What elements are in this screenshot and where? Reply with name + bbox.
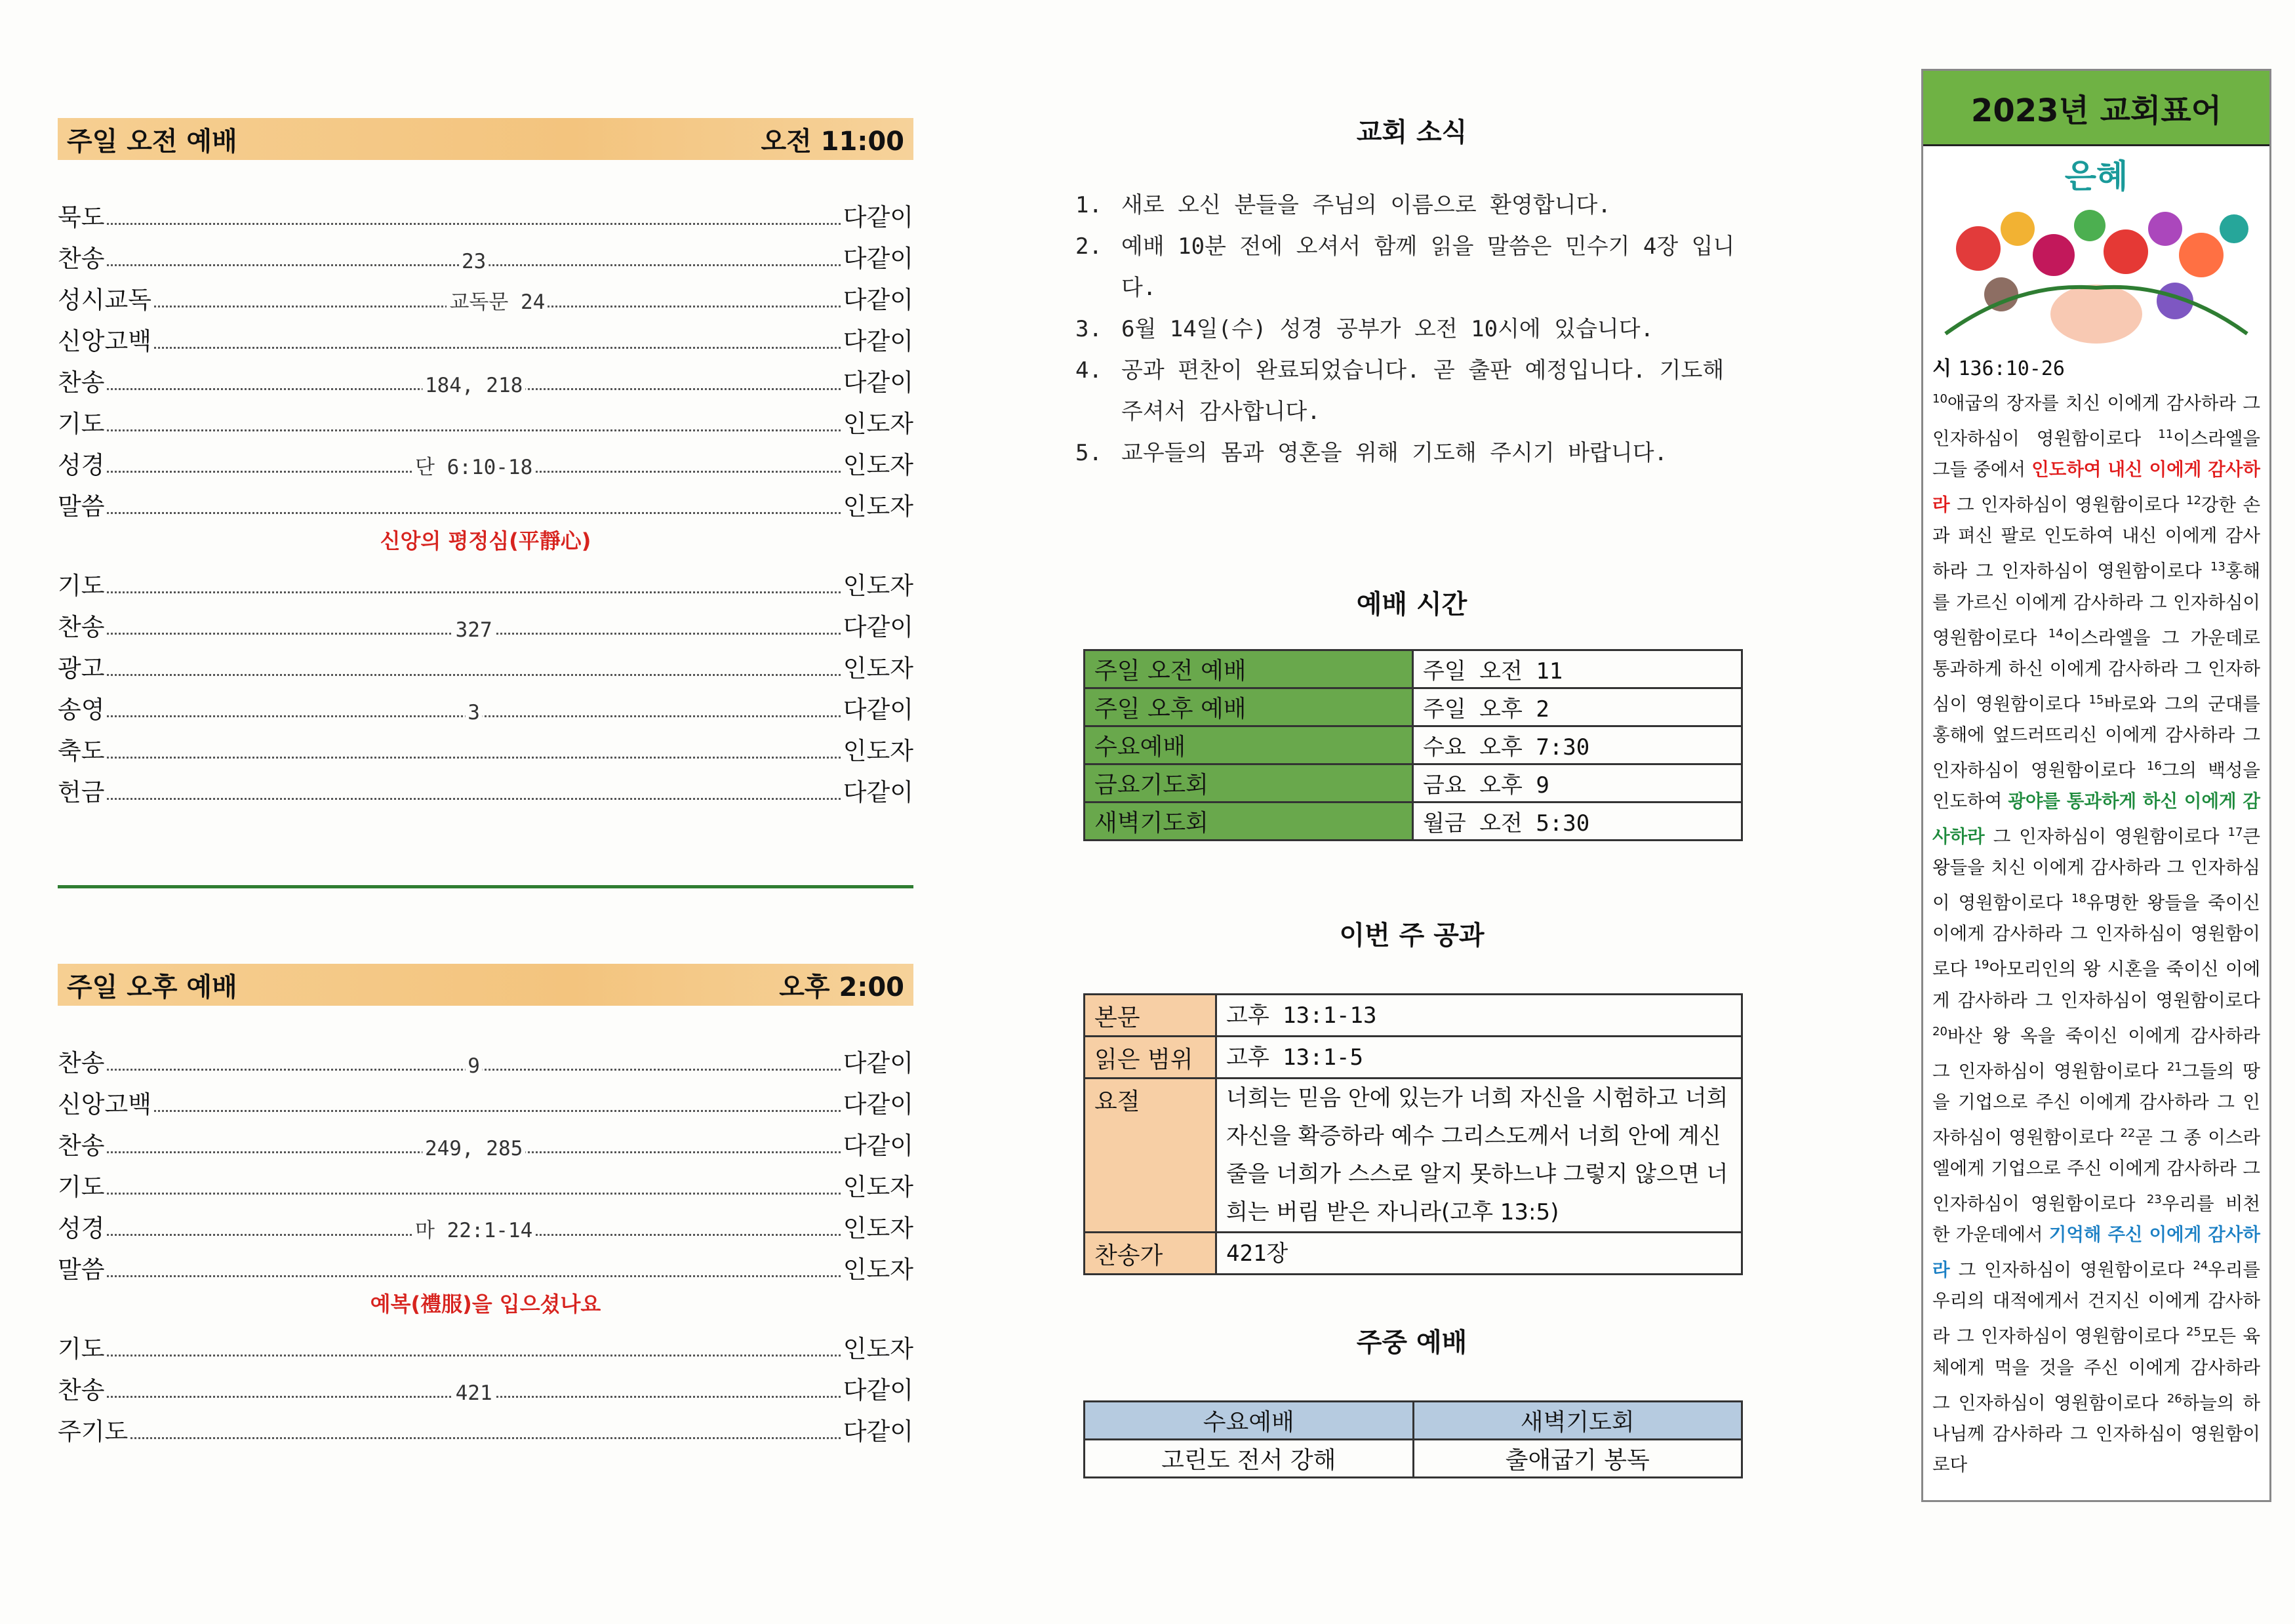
order-row (58, 315, 913, 357)
leader-dots (107, 250, 840, 273)
order-label: 신앙고백 (58, 327, 151, 355)
lesson-row (1085, 1233, 1742, 1275)
verse-segment: 바산 왕 옥을 죽이신 이에게 감사하라 그 인자하심이 영원함이로다 (1932, 1025, 2260, 1082)
order-performer: 다같이 (843, 1376, 913, 1404)
order-value: 327 (453, 618, 495, 642)
midweek-col1: 수요예배 (1085, 1402, 1414, 1440)
sermon-title: 예복(禮服)을 입으셨나요 (370, 1292, 601, 1317)
lesson-text-label: 본문 (1085, 995, 1216, 1037)
order-row (58, 233, 913, 274)
afternoon-service-title: 주일 오후 예배 (67, 972, 237, 1002)
order-performer: 인도자 (843, 1335, 913, 1363)
verse-number: 14 (2048, 626, 2064, 641)
verse-number: 20 (1932, 1024, 1947, 1039)
times-value: 주일 오후 2 (1413, 688, 1742, 726)
order-row (58, 481, 913, 522)
order-label: 기도 (58, 572, 105, 600)
verse-segment: 큰 왕들을 치신 이에게 감사하라 그 인자하심이 영원함이로다 (1932, 826, 2260, 914)
verse-number: 17 (2227, 825, 2243, 840)
times-label: 수요예배 (1085, 726, 1413, 764)
order-label: 송영 (58, 696, 105, 724)
news-item (1075, 226, 1744, 309)
order-value: 3 (465, 701, 483, 724)
news-number: 5. (1075, 440, 1102, 466)
verse-number: 22 (2120, 1126, 2136, 1140)
order-performer: 다같이 (843, 613, 913, 641)
midweek-title: 주중 예배 (1356, 1328, 1467, 1358)
order-label: 찬송 (58, 368, 105, 397)
verse-text (1932, 384, 2260, 1480)
verse-segment: 바로와 그의 군대를 홍해에 엎드러뜨리신 이에게 감사하라 그 인자하심이 영원함이로다 (1932, 693, 2260, 782)
order-performer: 다같이 (843, 368, 913, 397)
leader-dots (107, 701, 840, 724)
order-row (58, 684, 913, 725)
leader-dots (130, 1437, 841, 1439)
order-label: 묵도 (58, 203, 105, 231)
lesson-row (1085, 1079, 1742, 1233)
news-number: 4. (1075, 357, 1102, 384)
order-row (58, 1120, 913, 1161)
lesson-table (1083, 993, 1743, 1275)
order-label: 성경 (58, 1214, 105, 1242)
verse-segment: 홍해를 가르신 이에게 감사하라 그 인자하심이 영원함이로다 (1932, 561, 2260, 648)
order-row (58, 191, 913, 233)
midweek-header-row (1085, 1402, 1742, 1440)
lesson-summary-label: 요절 (1085, 1079, 1216, 1233)
order-row (58, 1161, 913, 1202)
order-row (58, 766, 913, 808)
motto-panel (1921, 69, 2271, 1502)
verse-number: 24 (2193, 1259, 2208, 1273)
verse-number: 15 (2088, 692, 2104, 707)
verse-book: 시 (1932, 357, 1951, 380)
leader-dots (107, 1054, 840, 1078)
leader-dots (154, 1110, 841, 1112)
order-row (58, 560, 913, 601)
verse-number: 11 (2158, 427, 2174, 442)
leader-dots (107, 618, 840, 642)
order-performer: 인도자 (843, 410, 913, 438)
order-label: 축도 (58, 737, 105, 765)
verse-segment: 이스라엘을 그들 중에서 (1932, 428, 2260, 481)
times-row (1085, 650, 1742, 688)
verse-number: 13 (2210, 560, 2225, 574)
order-performer: 다같이 (843, 327, 913, 355)
morning-order-list (58, 191, 913, 808)
lesson-summary-value: 너희는 믿음 안에 있는가 너희 자신을 시험하고 너희 자신을 확증하라 예수 그리스도께서 너희 안에 계신 줄을 너희가 스스로 알지 못하느냐 그렇지 않으면 너희는 버림 받은 자니라(고후 13:5) (1216, 1079, 1742, 1233)
verse-segment: 아모리인의 왕 시혼을 죽이신 이에게 감사하라 그 인자하심이 영원함이로다 (1932, 959, 2261, 1011)
verse-segment: 유명한 왕들을 죽이신 이에게 감사하라 그 인자하심이 영원함이로다 (1932, 892, 2260, 980)
verse-segment: 이스라엘을 그 가운데로 통과하게 하신 이에게 감사하라 그 인자하심이 영원함이로다 (1932, 627, 2260, 715)
news-text: 공과 편찬이 완료되었습니다. 곧 출판 예정입니다. 기도해주셔서 감사합니다. (1121, 357, 1725, 425)
times-row (1085, 802, 1742, 841)
order-row (58, 1202, 913, 1244)
verse-number: 25 (2186, 1325, 2201, 1339)
verse-segment: 우리를 비천한 가운데에서 (1932, 1193, 2260, 1246)
news-text: 교우들의 몸과 영혼을 위해 기도해 주시기 바랍니다. (1121, 440, 1668, 466)
news-item (1075, 350, 1744, 433)
times-label: 금요기도회 (1085, 764, 1413, 802)
leader-dots (107, 798, 840, 800)
lesson-row (1085, 1037, 1742, 1079)
order-performer: 다같이 (843, 286, 913, 314)
afternoon-service (58, 964, 913, 1447)
times-label: 주일 오후 예배 (1085, 688, 1413, 726)
leader-dots (107, 223, 840, 225)
order-row (58, 439, 913, 481)
order-label: 찬송 (58, 245, 105, 273)
order-label: 기도 (58, 1335, 105, 1363)
news-title: 교회 소식 (1356, 117, 1467, 148)
news-number: 3. (1075, 316, 1102, 342)
verse-segment: 그 인자하심이 영원함이로다 (1949, 494, 2186, 516)
order-value: 421 (453, 1381, 495, 1405)
news-item (1075, 433, 1744, 474)
news-number: 2. (1075, 233, 1102, 260)
news-text: 새로 오신 분들을 주님의 이름으로 환영합니다. (1121, 192, 1611, 218)
verse-chapter: 136:10-26 (1958, 357, 2065, 380)
verse-segment: 곧 그 종 이스라엘에게 기업으로 주신 이에게 감사하라 그 인자하심이 영원함이로다 (1932, 1127, 2260, 1215)
news-item (1075, 309, 1744, 350)
leader-dots (107, 1355, 840, 1357)
verse-segment: 그 인자하심이 영원함이로다 (1949, 1259, 2193, 1281)
order-label: 찬송 (58, 1132, 105, 1160)
news-item (1075, 185, 1744, 226)
times-label: 주일 오전 예배 (1085, 650, 1413, 688)
morning-service-time: 오전 11:00 (761, 126, 904, 157)
order-value: 교독문 24 (447, 285, 548, 315)
order-label: 말씀 (58, 492, 105, 521)
verse-segment: 하늘의 하나님께 감사하라 그 인자하심이 영원함이로다 (1932, 1392, 2260, 1475)
order-performer: 인도자 (843, 1173, 913, 1201)
order-label: 주기도 (58, 1417, 129, 1446)
order-row (58, 398, 913, 439)
times-value: 금요 오후 9 (1413, 764, 1742, 802)
leader-dots (107, 512, 840, 514)
verse-reference (1932, 352, 2260, 381)
order-value: 9 (465, 1054, 483, 1078)
times-label: 새벽기도회 (1085, 802, 1413, 841)
order-performer: 인도자 (843, 492, 913, 521)
order-label: 광고 (58, 654, 105, 683)
verse-segment: 모든 육체에게 먹을 것을 주신 이에게 감사하라 그 인자하심이 영원함이로다 (1932, 1326, 2261, 1414)
order-performer: 다같이 (843, 1132, 913, 1160)
order-performer: 다같이 (843, 1417, 913, 1446)
leader-dots (107, 429, 840, 431)
lesson-title: 이번 주 공과 (1339, 921, 1485, 951)
order-performer: 인도자 (843, 572, 913, 600)
order-label: 기도 (58, 1173, 105, 1201)
order-row (58, 1323, 913, 1364)
lesson-read-label: 읽은 범위 (1085, 1037, 1216, 1079)
order-row (58, 601, 913, 643)
leader-dots (154, 347, 841, 349)
order-label: 성시교독 (58, 286, 151, 314)
verse-segment: 애굽의 장자를 치신 이에게 감사하라 그 인자하심이 영원함이로다 (1932, 393, 2260, 450)
order-label: 찬송 (58, 1049, 105, 1077)
verse-segment: 광야를 통과하게 하신 이에게 감사하라 (1932, 791, 2260, 848)
order-performer: 인도자 (843, 737, 913, 765)
order-row (58, 643, 913, 684)
leader-dots (154, 290, 841, 314)
order-label: 기도 (58, 410, 105, 438)
times-row (1085, 764, 1742, 802)
verse-number: 12 (2186, 494, 2201, 508)
leader-dots (107, 456, 840, 479)
order-performer: 다같이 (843, 245, 913, 273)
leader-dots (107, 674, 840, 676)
midweek-table (1083, 1400, 1743, 1478)
order-label: 찬송 (58, 613, 105, 641)
midweek-col2: 새벽기도회 (1413, 1402, 1742, 1440)
order-value: 마 22:1-14 (412, 1214, 535, 1243)
afternoon-service-time: 오후 2:00 (779, 972, 904, 1002)
afternoon-service-header (58, 964, 913, 1006)
verse-number: 21 (2166, 1060, 2182, 1074)
lesson-text-value: 고후 13:1-13 (1216, 995, 1742, 1037)
lesson-row (1085, 995, 1742, 1037)
verse-number: 10 (1932, 392, 1947, 406)
news-text: 예배 10분 전에 오셔서 함께 읽을 말씀은 민수기 4장 입니다. (1121, 233, 1735, 301)
lesson-hymn-label: 찬송가 (1085, 1233, 1216, 1275)
order-row (58, 1037, 913, 1079)
order-label: 헌금 (58, 778, 105, 806)
order-performer: 인도자 (843, 1214, 913, 1242)
times-row (1085, 688, 1742, 726)
verse-number: 19 (1974, 958, 1989, 972)
news-number: 1. (1075, 192, 1102, 218)
order-row (58, 274, 913, 315)
midweek-val2: 출애굽기 봉독 (1413, 1440, 1742, 1478)
leader-dots (107, 374, 840, 397)
times-row (1085, 726, 1742, 764)
order-row (58, 1406, 913, 1447)
motto-title: 2023년 교회표어 (1923, 71, 2269, 146)
order-performer: 다같이 (843, 696, 913, 724)
afternoon-order-list (58, 1037, 913, 1447)
order-row (58, 725, 913, 766)
section-divider (58, 885, 913, 888)
morning-service-header (58, 118, 913, 160)
lesson-hymn-value: 421장 (1216, 1233, 1742, 1275)
verse-segment: 우리를 우리의 대적에게서 건지신 이에게 감사하라 그 인자하심이 영원함이로다 (1932, 1259, 2260, 1347)
verse-number: 23 (2146, 1193, 2162, 1207)
leader-dots (107, 591, 840, 593)
verse-number: 26 (2166, 1391, 2182, 1406)
times-value: 수요 오후 7:30 (1413, 726, 1742, 764)
leader-dots (107, 1275, 840, 1277)
morning-service-title: 주일 오전 예배 (67, 126, 237, 157)
order-performer: 인도자 (843, 1256, 913, 1284)
leader-dots (107, 1381, 840, 1405)
flower-illustration (1939, 203, 2254, 347)
verse-number: 16 (2146, 759, 2162, 773)
news-list (1075, 185, 1744, 474)
order-row (58, 357, 913, 398)
leader-dots (107, 757, 840, 759)
leader-dots (107, 1193, 840, 1195)
times-value: 월금 오전 5:30 (1413, 802, 1742, 841)
verse-segment: 그들의 땅을 기업으로 주신 이에게 감사하라 그 인자하심이 영원함이로다 (1932, 1060, 2260, 1149)
order-performer: 다같이 (843, 778, 913, 806)
motto-theme: 은혜 (2064, 157, 2128, 195)
order-label: 신앙고백 (58, 1090, 151, 1119)
order-row (58, 1364, 913, 1406)
times-value: 주일 오전 11 (1413, 650, 1742, 688)
order-label: 찬송 (58, 1376, 105, 1404)
verse-segment: 그 인자하심이 영원함이로다 (1984, 826, 2228, 848)
order-value: 23 (459, 250, 489, 273)
verse-segment: 그의 백성을 인도하여 (1932, 760, 2260, 812)
morning-service (58, 118, 913, 808)
midweek-val1: 고린도 전서 강해 (1085, 1440, 1414, 1478)
order-performer: 다같이 (843, 203, 913, 231)
order-row (58, 1079, 913, 1120)
order-value: 단 6:10-18 (412, 450, 535, 480)
leader-dots (107, 1219, 840, 1242)
order-performer: 인도자 (843, 451, 913, 479)
order-value: 184, 218 (422, 374, 525, 397)
midweek-value-row (1085, 1440, 1742, 1478)
order-row (58, 1244, 913, 1285)
verse-segment: 인도하여 내신 이에게 감사하라 (1932, 459, 2260, 516)
verse-number: 18 (2071, 892, 2086, 906)
verse-segment: 강한 손과 펴신 팔로 인도하여 내신 이에게 감사하라 그 인자하심이 영원함이로다 (1932, 494, 2261, 582)
verse-segment: 기억해 주신 이에게 감사하라 (1932, 1224, 2260, 1281)
news-text: 6월 14일(수) 성경 공부가 오전 10시에 있습니다. (1121, 316, 1654, 342)
order-performer: 다같이 (843, 1090, 913, 1119)
order-label: 말씀 (58, 1256, 105, 1284)
lesson-read-value: 고후 13:1-5 (1216, 1037, 1742, 1079)
leader-dots (107, 1137, 840, 1160)
order-value: 249, 285 (422, 1137, 525, 1160)
worship-times-table (1083, 649, 1743, 841)
order-performer: 인도자 (843, 654, 913, 683)
order-label: 성경 (58, 451, 105, 479)
worship-times-title: 예배 시간 (1356, 589, 1467, 620)
order-performer: 다같이 (843, 1049, 913, 1077)
sermon-title: 신앙의 평정심(平靜心) (380, 528, 591, 553)
